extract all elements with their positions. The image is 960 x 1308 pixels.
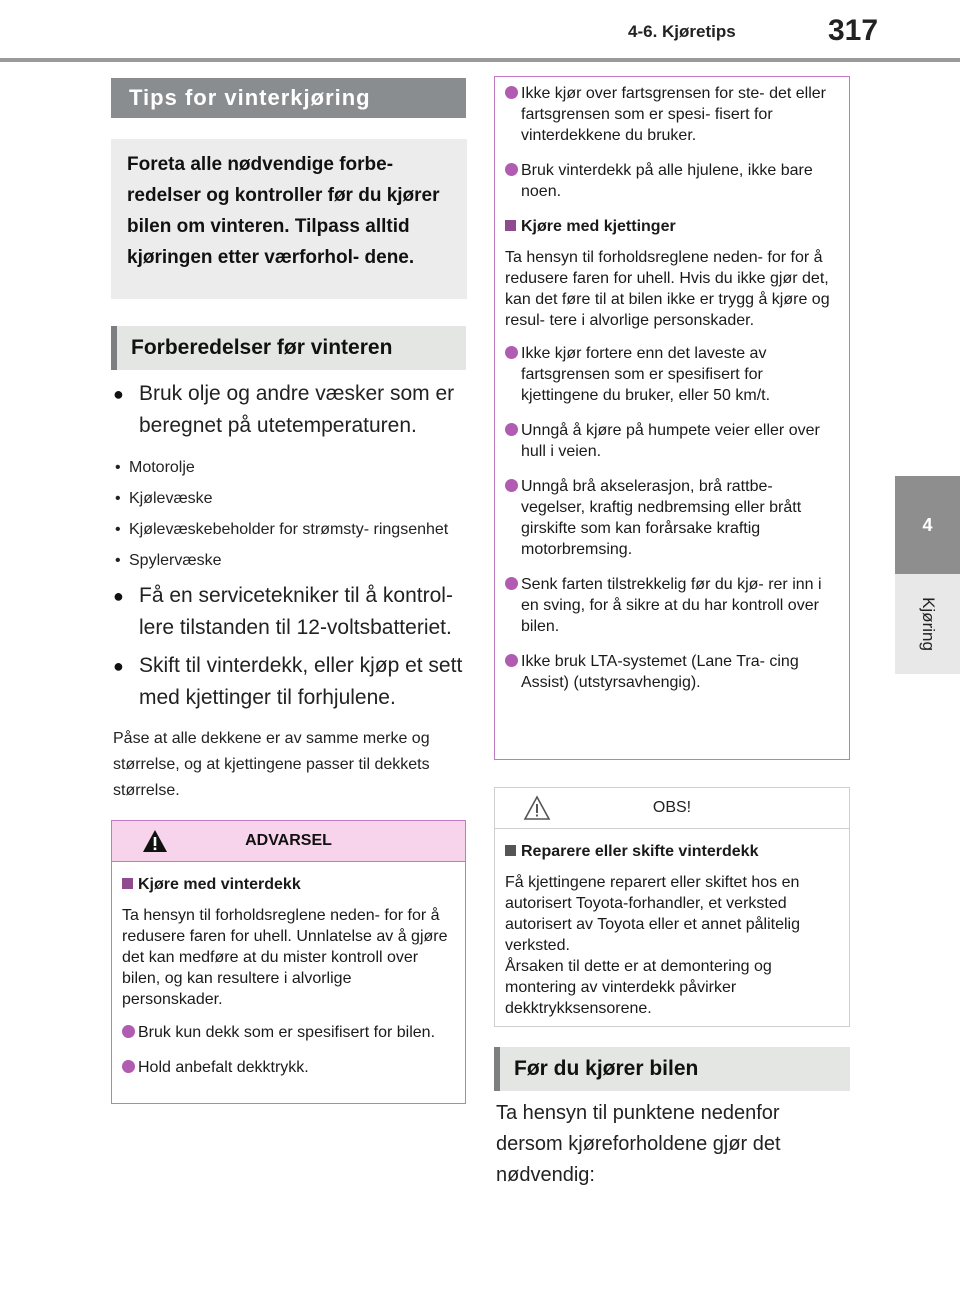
bullet-battery: ● Få en servicetekniker til å kontrol- lere tilstanden til 12-voltsbatteriet. bbox=[113, 580, 473, 644]
warning-section-title: Kjøre med vinterdekk bbox=[122, 874, 455, 895]
chapter-tab-number: 4 bbox=[895, 476, 960, 574]
bullet-dot bbox=[122, 1025, 135, 1038]
notice-text: Få kjettingene reparert eller skiftet hos en autorisert Toyota-forhandler, et verksted autorisert av Toyota eller et annet pålitelig verksted. bbox=[505, 874, 800, 954]
warning-item-text: Ikke kjør over fartsgrensen for ste- det eller fartsgrensen som er spesi- fisert for vinterdekkene du bruker. bbox=[521, 85, 826, 144]
before-driving-text: Ta hensyn til punktene nedenfor dersom kjøreforholdene gjør det nødvendig: bbox=[496, 1102, 781, 1186]
warning-header bbox=[112, 821, 465, 862]
list-item: • Kjølevæske bbox=[113, 487, 473, 510]
warning-box-continued bbox=[494, 76, 850, 760]
chains-item-text: Ikke bruk LTA-systemet (Lane Tra- cing Assist) (utstyrsavhengig). bbox=[521, 653, 799, 691]
warning-item-text: Bruk kun dekk som er spesifisert for bilen. bbox=[138, 1024, 436, 1041]
bullet-dot bbox=[505, 654, 518, 667]
header-rule bbox=[0, 58, 960, 62]
warning-text: Ta hensyn til forholdsreglene neden- for for å redusere faren for uhell. Unnlatelse av å gjøre det kan medføre at du mister kontroll over bilen, og kan resultere i alvorlige personskader. bbox=[122, 907, 448, 1008]
tips-heading-text: Tips for vinterkjøring bbox=[129, 85, 371, 110]
caution-icon bbox=[523, 795, 551, 821]
chapter-tab-label: Kjøring bbox=[918, 597, 938, 651]
chains-item bbox=[505, 420, 839, 462]
prep-heading-text: Forberedelser før vinteren bbox=[131, 336, 393, 359]
bullet-dot bbox=[505, 163, 518, 176]
bullet-dot bbox=[122, 1060, 135, 1073]
chains-item bbox=[505, 343, 839, 406]
list-item: • Motorolje bbox=[113, 456, 473, 479]
chains-item-text: Unngå brå akselerasjon, brå rattbe- vegelser, kraftig nedbremsing eller brått girskifte som kan forårsake kraftig motorbremsing. bbox=[521, 478, 802, 558]
bullet-dot bbox=[505, 577, 518, 590]
bullet-dot bbox=[505, 86, 518, 99]
tire-note: Påse at alle dekkene er av samme merke og størrelse, og at kjettingene passer til dekkets størrelse. bbox=[113, 730, 430, 799]
chains-item bbox=[505, 476, 839, 560]
notice-header bbox=[495, 788, 849, 829]
list-item: • Spylervæske bbox=[113, 549, 473, 572]
list-item: • Kjølevæskebeholder for strømsty- ringsenhet bbox=[113, 518, 473, 541]
warning-item bbox=[505, 83, 839, 146]
subheading-before-driving bbox=[494, 1047, 850, 1091]
warning-item bbox=[122, 1022, 455, 1043]
preparations-content bbox=[113, 378, 473, 804]
warning-icon bbox=[142, 829, 168, 853]
notice-body bbox=[495, 829, 849, 1029]
notice-text: Årsaken til dette er at demontering og montering av vinterdekk påvirker dekktrykksensorene. bbox=[505, 958, 772, 1017]
warning-item bbox=[505, 160, 839, 202]
warning-item-text: Hold anbefalt dekktrykk. bbox=[138, 1059, 309, 1076]
chapter-tab bbox=[895, 574, 960, 674]
warning-box bbox=[111, 820, 466, 1104]
bullet-fluids: ● Bruk olje og andre væsker som er beregnet på utetemperaturen. bbox=[113, 378, 473, 442]
bullet-dot bbox=[505, 479, 518, 492]
warning-item-text: Bruk vinterdekk på alle hjulene, ikke bare noen. bbox=[521, 162, 813, 200]
subheading-preparations bbox=[111, 326, 466, 370]
warning-continued-body bbox=[495, 77, 849, 717]
warning-item bbox=[122, 1057, 455, 1078]
bullet-winter-tires: ● Skift til vinterdekk, eller kjøp et sett med kjettinger til forhjulene. bbox=[113, 650, 473, 714]
chains-item-text: Ikke kjør fortere enn det laveste av fartsgrensen som er spesifisert for kjettingene du bruker, eller 50 km/t. bbox=[521, 345, 771, 404]
fluid-list bbox=[113, 456, 473, 572]
chains-item bbox=[505, 574, 839, 637]
bullet-dot bbox=[505, 346, 518, 359]
intro-box: Foreta alle nødvendige forbe- redelser og kontroller før du kjører bilen om vinteren. Tilpass alltid kjøringen etter værforhol- dene. bbox=[111, 139, 467, 299]
warning-title: ADVARSEL bbox=[245, 832, 332, 849]
chains-item bbox=[505, 651, 839, 693]
page-number: 317 bbox=[828, 14, 879, 47]
notice-section-title: Reparere eller skifte vinterdekk bbox=[505, 841, 839, 862]
warning-body bbox=[112, 862, 465, 1102]
notice-box bbox=[494, 787, 850, 1027]
bullet-dot bbox=[505, 423, 518, 436]
chains-item-text: Unngå å kjøre på humpete veier eller over hull i veien. bbox=[521, 422, 820, 460]
before-heading-text: Før du kjører bilen bbox=[514, 1057, 699, 1080]
chains-item-text: Senk farten tilstrekkelig før du kjø- rer inn i en sving, for å sikre at du har kontroll over bilen. bbox=[521, 576, 822, 635]
chains-section-title: Kjøre med kjettinger bbox=[505, 216, 839, 237]
section-heading-tips bbox=[111, 78, 466, 118]
running-header-section: 4-6. Kjøretips bbox=[628, 22, 736, 41]
chains-text: Ta hensyn til forholdsreglene neden- for for å redusere faren for uhell. Hvis du ikke gjør det, kan det føre til at bilen ikke er trygg å kjøre og resul- tere i alvorlige personskader. bbox=[505, 249, 830, 329]
notice-title: OBS! bbox=[652, 799, 692, 816]
